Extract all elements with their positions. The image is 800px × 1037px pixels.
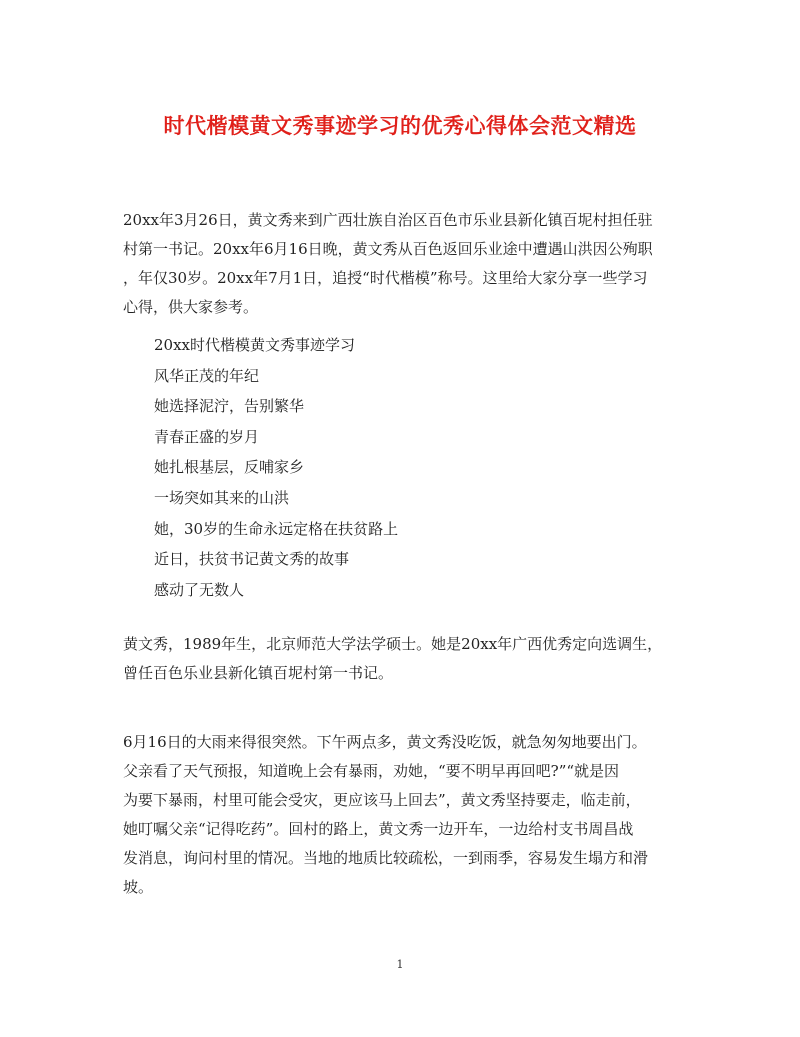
poem-line: 20xx时代楷模黄文秀事迹学习 <box>154 336 356 354</box>
poem-line: 感动了无数人 <box>154 580 245 599</box>
story-line: 坡。 <box>123 878 154 896</box>
poem-line: 一场突如其来的山洪 <box>154 488 290 507</box>
bio-line: 曾任百色乐业县新化镇百坭村第一书记。 <box>123 664 394 682</box>
intro-paragraph <box>123 206 675 322</box>
intro-line: 20xx年3月26日，黄文秀来到广西壮族自治区百色市乐业县新化镇百坭村担任驻 <box>123 211 653 229</box>
document-title: 时代楷模黄文秀事迹学习的优秀心得体会范文精选 <box>163 113 637 138</box>
poem-line: 青春正盛的岁月 <box>154 427 260 446</box>
story-paragraph <box>123 728 675 902</box>
story-line: 发消息，询问村里的情况。当地的地质比较疏松，一到雨季，容易发生塌方和滑 <box>123 849 649 867</box>
poem-line: 她，30岁的生命永远定格在扶贫路上 <box>154 519 399 538</box>
poem-line: 她选择泥泞，告别繁华 <box>154 397 305 416</box>
intro-line: 村第一书记。20xx年6月16日晚，黄文秀从百色返回乐业途中遭遇山洪因公殉职 <box>123 240 653 258</box>
poem-line: 她扎根基层，反哺家乡 <box>154 458 305 477</box>
story-line: 6月16日的大雨来得很突然。下午两点多，黄文秀没吃饭，就急匆匆地要出门。 <box>123 733 647 751</box>
page-number: 1 <box>396 958 404 971</box>
story-line: 为要下暴雨，村里可能会受灾，更应该马上回去”，黄文秀坚持要走，临走前， <box>123 791 641 809</box>
intro-line: 心得，供大家参考。 <box>123 298 259 316</box>
story-line: 她叮嘱父亲“记得吃药”。回村的路上，黄文秀一边开车，一边给村支书周昌战 <box>123 820 634 838</box>
intro-line: ，年仅30岁。20xx年7月1日，追授“时代楷模”称号。这里给大家分享一些学习 <box>123 269 648 287</box>
bio-paragraph <box>123 630 675 688</box>
story-line: 父亲看了天气预报，知道晚上会有暴雨，劝她，“要不明早再回吧?”“就是因 <box>123 762 620 780</box>
poem-line: 近日，扶贫书记黄文秀的故事 <box>154 550 350 569</box>
poem-line: 风华正茂的年纪 <box>154 366 260 385</box>
poem-block <box>154 330 398 605</box>
bio-line: 黄文秀，1989年生，北京师范大学法学硕士。她是20xx年广西优秀定向选调生， <box>123 635 663 653</box>
